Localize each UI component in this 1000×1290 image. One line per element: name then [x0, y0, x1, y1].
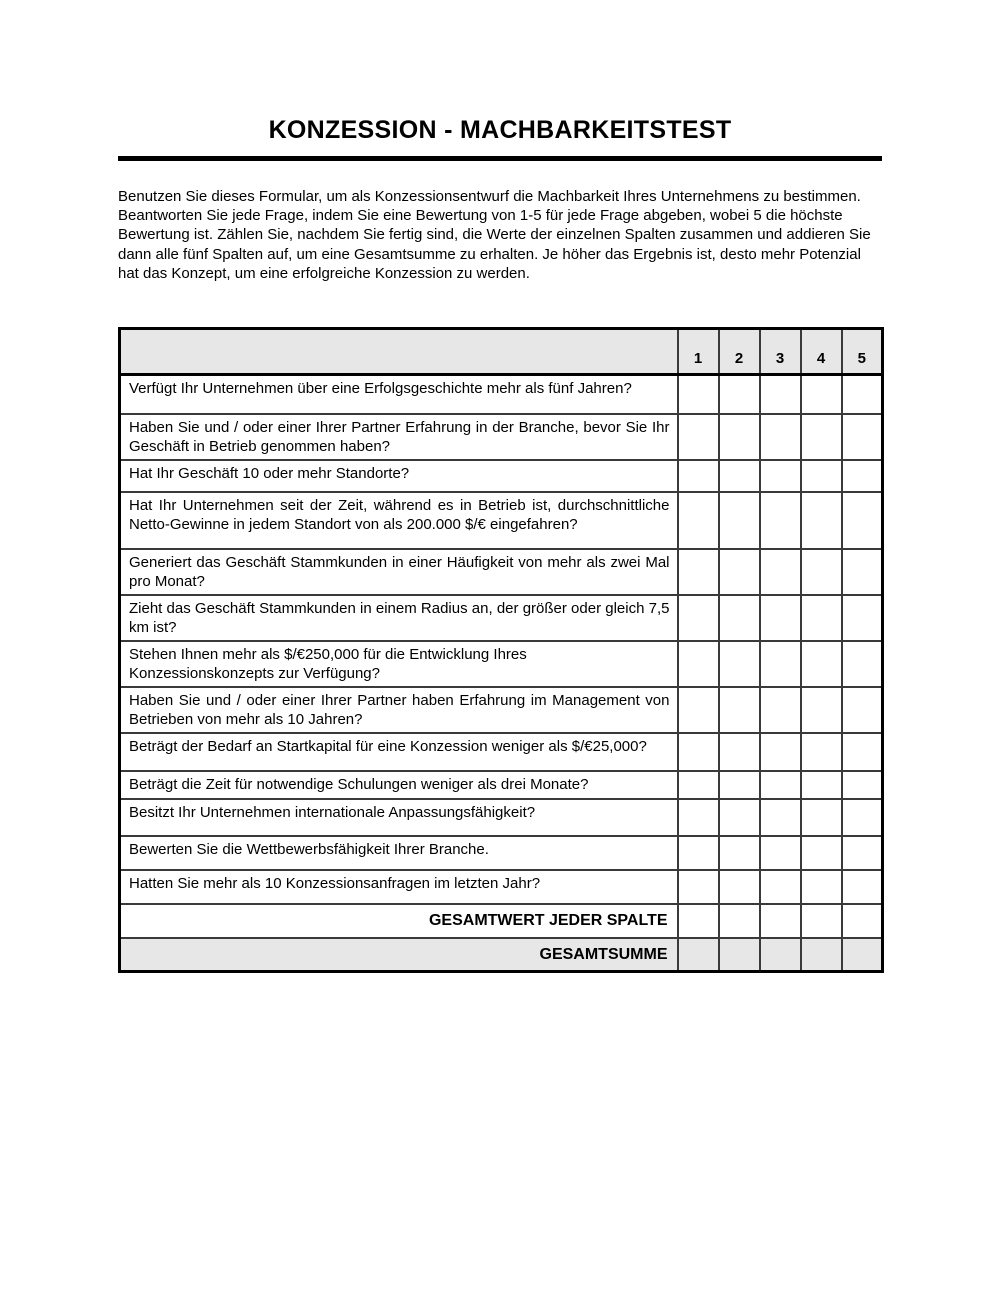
rating-cell-3[interactable]: [760, 733, 801, 771]
rating-cell-1[interactable]: [678, 492, 719, 549]
question-row: [120, 492, 883, 549]
question-text: Haben Sie und / oder einer Ihrer Partner Erfahrung in der Branche, bevor Sie Ihr Geschäft in Betrieb genommen haben?: [120, 414, 678, 460]
rating-cell-4[interactable]: [801, 771, 842, 799]
rating-cell-1[interactable]: [678, 870, 719, 904]
question-row: [120, 687, 883, 733]
rating-column-header-1: 1: [678, 329, 719, 375]
question-text: Hat Ihr Geschäft 10 oder mehr Standorte?: [120, 460, 678, 492]
rating-cell-5[interactable]: [842, 375, 883, 414]
document-content: [118, 0, 882, 973]
rating-cell-1[interactable]: [678, 687, 719, 733]
question-row: [120, 799, 883, 836]
rating-cell-2[interactable]: [719, 641, 760, 687]
rating-cell-4[interactable]: [801, 641, 842, 687]
question-text: Generiert das Geschäft Stammkunden in einer Häufigkeit von mehr als zwei Mal pro Monat?: [120, 549, 678, 595]
rating-cell-4[interactable]: [801, 904, 842, 938]
rating-table-corner-cell: [120, 329, 678, 375]
question-text: Verfügt Ihr Unternehmen über eine Erfolgsgeschichte mehr als fünf Jahren?: [120, 375, 678, 414]
rating-cell-1[interactable]: [678, 733, 719, 771]
intro-paragraph: Benutzen Sie dieses Formular, um als Konzessionsentwurf die Machbarkeit Ihres Unternehmens zu bestimmen. Beantworten Sie jede Frage, indem Sie eine Bewertung von 1-5 für jede Frage abgeben, wobei 5 die höchste Bewertung ist. Zählen Sie, nachdem Sie fertig sind, die Werte der einzelnen Spalten zusammen und addieren Sie dann alle fünf Spalten auf, um eine Gesamtsumme zu erhalten. Je höher das Ergebnis ist, desto mehr Potenzial hat das Konzept, um eine erfolgreiche Konzession zu werden.: [118, 188, 871, 282]
rating-cell-3[interactable]: [760, 641, 801, 687]
feasibility-rating-table: [118, 327, 884, 973]
question-row: [120, 460, 883, 492]
title-divider: [118, 156, 882, 161]
rating-cell-5[interactable]: [842, 460, 883, 492]
rating-cell-5[interactable]: [842, 641, 883, 687]
question-text: Stehen Ihnen mehr als $/€250,000 für die Entwicklung Ihres Konzessionskonzepts zur Verfügung?: [120, 641, 678, 687]
rating-cell-2[interactable]: [719, 799, 760, 836]
rating-cell-5[interactable]: [842, 799, 883, 836]
rating-cell-1[interactable]: [678, 799, 719, 836]
rating-cell-1[interactable]: [678, 460, 719, 492]
rating-cell-1[interactable]: [678, 375, 719, 414]
rating-column-header-2: 2: [719, 329, 760, 375]
rating-cell-3[interactable]: [760, 904, 801, 938]
question-text: Bewerten Sie die Wettbewerbsfähigkeit Ihrer Branche.: [120, 836, 678, 870]
rating-cell-3[interactable]: [760, 595, 801, 641]
rating-cell-4[interactable]: [801, 870, 842, 904]
column-total-row: [120, 904, 883, 938]
rating-cell-2[interactable]: [719, 414, 760, 460]
rating-cell-3[interactable]: [760, 414, 801, 460]
question-text: Beträgt der Bedarf an Startkapital für eine Konzession weniger als $/€25,000?: [120, 733, 678, 771]
question-text: Hat Ihr Unternehmen seit der Zeit, während es in Betrieb ist, durchschnittliche Netto-Gewinne in jedem Standort von als 200.000 $/€ eingefahren?: [120, 492, 678, 549]
rating-header-row: [120, 329, 883, 375]
rating-cell-2[interactable]: [719, 733, 760, 771]
rating-cell-5[interactable]: [842, 733, 883, 771]
grand-total-label: GESAMTSUMME: [120, 938, 678, 972]
question-text: Hatten Sie mehr als 10 Konzessionsanfragen im letzten Jahr?: [120, 870, 678, 904]
rating-cell-3[interactable]: [760, 460, 801, 492]
question-row: [120, 771, 883, 799]
rating-cell-2[interactable]: [719, 836, 760, 870]
question-text: Haben Sie und / oder einer Ihrer Partner haben Erfahrung im Management von Betrieben von mehr als 10 Jahren?: [120, 687, 678, 733]
rating-cell-5[interactable]: [842, 549, 883, 595]
rating-cell-5[interactable]: [842, 687, 883, 733]
rating-cell-2[interactable]: [719, 771, 760, 799]
rating-cell-4[interactable]: [801, 687, 842, 733]
question-row: [120, 836, 883, 870]
rating-cell-5[interactable]: [842, 836, 883, 870]
rating-cell-4[interactable]: [801, 836, 842, 870]
rating-column-header-5: 5: [842, 329, 883, 375]
rating-cell-5[interactable]: [842, 492, 883, 549]
rating-cell-3[interactable]: [760, 771, 801, 799]
grand-total-row: [120, 938, 883, 972]
rating-cell-3[interactable]: [760, 836, 801, 870]
page-title: KONZESSION - MACHBARKEITSTEST: [268, 116, 732, 144]
rating-cell-4[interactable]: [801, 375, 842, 414]
rating-cell-4[interactable]: [801, 799, 842, 836]
rating-cell-2[interactable]: [719, 870, 760, 904]
rating-cell-4[interactable]: [801, 733, 842, 771]
rating-cell-5[interactable]: [842, 414, 883, 460]
rating-cell-1[interactable]: [678, 549, 719, 595]
question-text: Zieht das Geschäft Stammkunden in einem Radius an, der größer oder gleich 7,5 km ist?: [120, 595, 678, 641]
rating-column-header-3: 3: [760, 329, 801, 375]
rating-cell-4[interactable]: [801, 549, 842, 595]
rating-cell-3[interactable]: [760, 870, 801, 904]
question-rows: [120, 375, 883, 904]
rating-cell-1[interactable]: [678, 836, 719, 870]
rating-cell-3[interactable]: [760, 799, 801, 836]
rating-cell-4[interactable]: [801, 414, 842, 460]
rating-cell-1[interactable]: [678, 641, 719, 687]
question-row: [120, 595, 883, 641]
rating-cell-4[interactable]: [801, 595, 842, 641]
rating-cell-2[interactable]: [719, 375, 760, 414]
rating-cell-5[interactable]: [842, 938, 883, 972]
rating-cell-2[interactable]: [719, 492, 760, 549]
rating-cell-1[interactable]: [678, 938, 719, 972]
question-text: Besitzt Ihr Unternehmen internationale Anpassungsfähigkeit?: [120, 799, 678, 836]
rating-cell-3[interactable]: [760, 492, 801, 549]
rating-cell-3[interactable]: [760, 938, 801, 972]
rating-cell-4[interactable]: [801, 492, 842, 549]
rating-cell-4[interactable]: [801, 938, 842, 972]
rating-cell-2[interactable]: [719, 595, 760, 641]
question-text: Beträgt die Zeit für notwendige Schulungen weniger als drei Monate?: [120, 771, 678, 799]
rating-column-header-4: 4: [801, 329, 842, 375]
rating-cell-2[interactable]: [719, 460, 760, 492]
question-row: [120, 549, 883, 595]
rating-cell-5[interactable]: [842, 870, 883, 904]
question-row: [120, 641, 883, 687]
rating-cell-1[interactable]: [678, 904, 719, 938]
rating-cell-5[interactable]: [842, 595, 883, 641]
rating-cell-2[interactable]: [719, 549, 760, 595]
rating-cell-3[interactable]: [760, 687, 801, 733]
rating-cell-1[interactable]: [678, 771, 719, 799]
rating-cell-4[interactable]: [801, 460, 842, 492]
rating-cell-3[interactable]: [760, 549, 801, 595]
rating-cell-5[interactable]: [842, 904, 883, 938]
question-row: [120, 870, 883, 904]
question-row: [120, 375, 883, 414]
question-row: [120, 733, 883, 771]
column-total-label: GESAMTWERT JEDER SPALTE: [120, 904, 678, 938]
rating-table-header: [120, 329, 883, 375]
rating-cell-2[interactable]: [719, 904, 760, 938]
rating-cell-2[interactable]: [719, 938, 760, 972]
rating-cell-1[interactable]: [678, 595, 719, 641]
rating-cell-2[interactable]: [719, 687, 760, 733]
question-row: [120, 414, 883, 460]
rating-cell-3[interactable]: [760, 375, 801, 414]
rating-cell-1[interactable]: [678, 414, 719, 460]
rating-cell-5[interactable]: [842, 771, 883, 799]
summary-rows: [120, 904, 883, 972]
